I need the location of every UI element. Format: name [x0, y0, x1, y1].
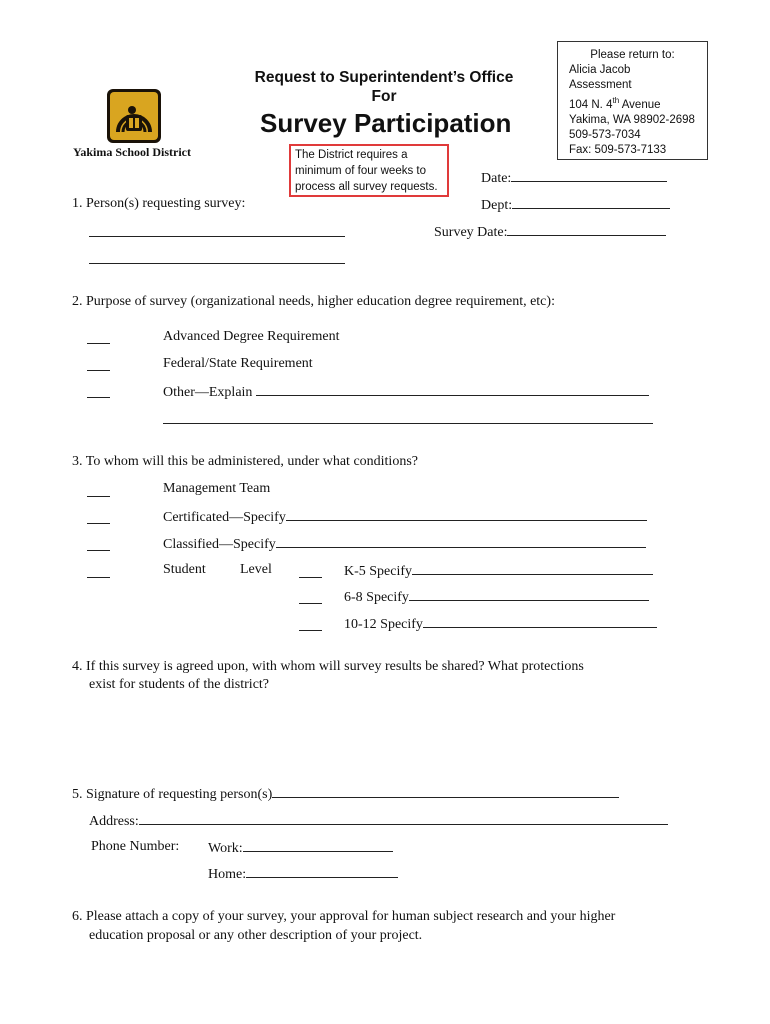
q5-address-label: Address:	[89, 814, 139, 829]
q3-check-student[interactable]	[87, 565, 110, 578]
survey-date-label: Survey Date:	[434, 225, 508, 240]
q3-certificated-line[interactable]	[286, 508, 647, 521]
q4-line-2: exist for students of the district?	[89, 677, 270, 692]
dept-input-line[interactable]	[512, 196, 670, 209]
survey-date-input-line[interactable]	[507, 223, 666, 236]
return-fax: Fax: 509-573-7133	[569, 143, 667, 156]
title-line-1: Request to Superintendent’s Office	[254, 69, 514, 86]
dept-field[interactable]	[481, 196, 670, 214]
q2-other-field[interactable]	[163, 383, 649, 401]
q1-label: 1. Person(s) requesting survey:	[72, 196, 246, 211]
return-city: Yakima, WA 98902-2698	[569, 113, 695, 126]
q3-label: 3. To whom will this be administered, under what conditions?	[72, 454, 418, 469]
district-name: Yakima School District	[73, 145, 191, 159]
return-street-suffix: th	[612, 96, 620, 105]
q3-option-management: Management Team	[163, 481, 271, 496]
return-title: Please return to:	[590, 49, 675, 61]
q5-work-label: Work:	[208, 841, 243, 856]
q3-level-68: 6-8 Specify	[344, 590, 409, 605]
q2-check-advanced[interactable]	[87, 331, 110, 344]
q5-home-label: Home:	[208, 867, 247, 882]
q4-line-1: 4. If this survey is agreed upon, with whom will survey results be shared? What protections	[72, 659, 584, 674]
q5-phone-label: Phone Number:	[91, 839, 180, 854]
q2-option-advanced: Advanced Degree Requirement	[163, 329, 340, 344]
q3-check-certificated[interactable]	[87, 511, 110, 524]
q3-level-1012: 10-12 Specify	[344, 617, 423, 632]
return-department: Assessment	[569, 79, 632, 91]
q3-k5-field[interactable]	[344, 562, 653, 580]
q3-check-management[interactable]	[87, 484, 110, 497]
q3-68-line[interactable]	[409, 588, 649, 601]
q1-line-1[interactable]	[89, 224, 345, 237]
q3-k5-line[interactable]	[412, 562, 653, 575]
q2-check-federal[interactable]	[87, 358, 110, 371]
q2-label: 2. Purpose of survey (organizational needs, higher education degree requirement, etc):	[72, 294, 555, 309]
q3-check-classified[interactable]	[87, 538, 110, 551]
q6-line-1: 6. Please attach a copy of your survey, your approval for human subject research and your higher	[72, 909, 616, 924]
q2-option-other: Other—Explain	[163, 385, 253, 400]
q2-option-federal: Federal/State Requirement	[163, 356, 313, 371]
date-input-line[interactable]	[511, 169, 667, 182]
district-logo-icon	[106, 88, 162, 144]
return-name: Alicia Jacob	[569, 64, 631, 76]
q2-other-line[interactable]	[256, 383, 649, 396]
return-phone: 509-573-7034	[569, 128, 641, 141]
notice-box: The District requires a minimum of four weeks to process all survey requests.	[289, 144, 449, 197]
return-street-name: Avenue	[619, 98, 661, 111]
q2-check-other[interactable]	[87, 385, 110, 398]
q5-work-line[interactable]	[243, 839, 393, 852]
q5-signature-line[interactable]	[272, 785, 619, 798]
q2-other-line-2[interactable]	[163, 411, 653, 424]
q6-line-2: education proposal or any other description of your project.	[89, 928, 423, 943]
q5-address-line[interactable]	[139, 812, 668, 825]
q3-1012-field[interactable]	[344, 615, 657, 633]
q3-level-k5: K-5 Specify	[344, 564, 413, 579]
q3-check-68[interactable]	[299, 591, 322, 604]
return-street-number: 104 N. 4	[569, 98, 613, 111]
title-line-2: For	[371, 88, 397, 105]
return-address-box	[557, 41, 708, 160]
q3-classified-field[interactable]	[163, 535, 646, 553]
q5-home-field[interactable]	[208, 865, 398, 883]
q5-signature-field[interactable]	[72, 785, 619, 803]
q5-label: 5. Signature of requesting person(s)	[72, 787, 273, 802]
q3-certificated-field[interactable]	[163, 508, 647, 526]
q3-option-student: Student	[163, 562, 206, 577]
date-field[interactable]	[481, 169, 667, 187]
q5-address-field[interactable]	[89, 812, 668, 830]
q5-home-line[interactable]	[246, 865, 398, 878]
q3-classified-line[interactable]	[276, 535, 646, 548]
page-title: Survey Participation	[260, 108, 512, 138]
q3-check-k5[interactable]	[299, 565, 322, 578]
q1-line-2[interactable]	[89, 251, 345, 264]
q3-option-classified: Classified—Specify	[163, 537, 276, 552]
q3-68-field[interactable]	[344, 588, 649, 606]
q3-check-1012[interactable]	[299, 618, 322, 631]
date-label: Date:	[481, 171, 512, 186]
survey-date-field[interactable]	[434, 223, 666, 241]
return-street	[558, 93, 707, 113]
q3-level-label: Level	[240, 562, 272, 577]
q3-option-certificated: Certificated—Specify	[163, 510, 286, 525]
q3-1012-line[interactable]	[423, 615, 657, 628]
dept-label: Dept:	[481, 198, 513, 213]
q5-work-field[interactable]	[208, 839, 393, 857]
